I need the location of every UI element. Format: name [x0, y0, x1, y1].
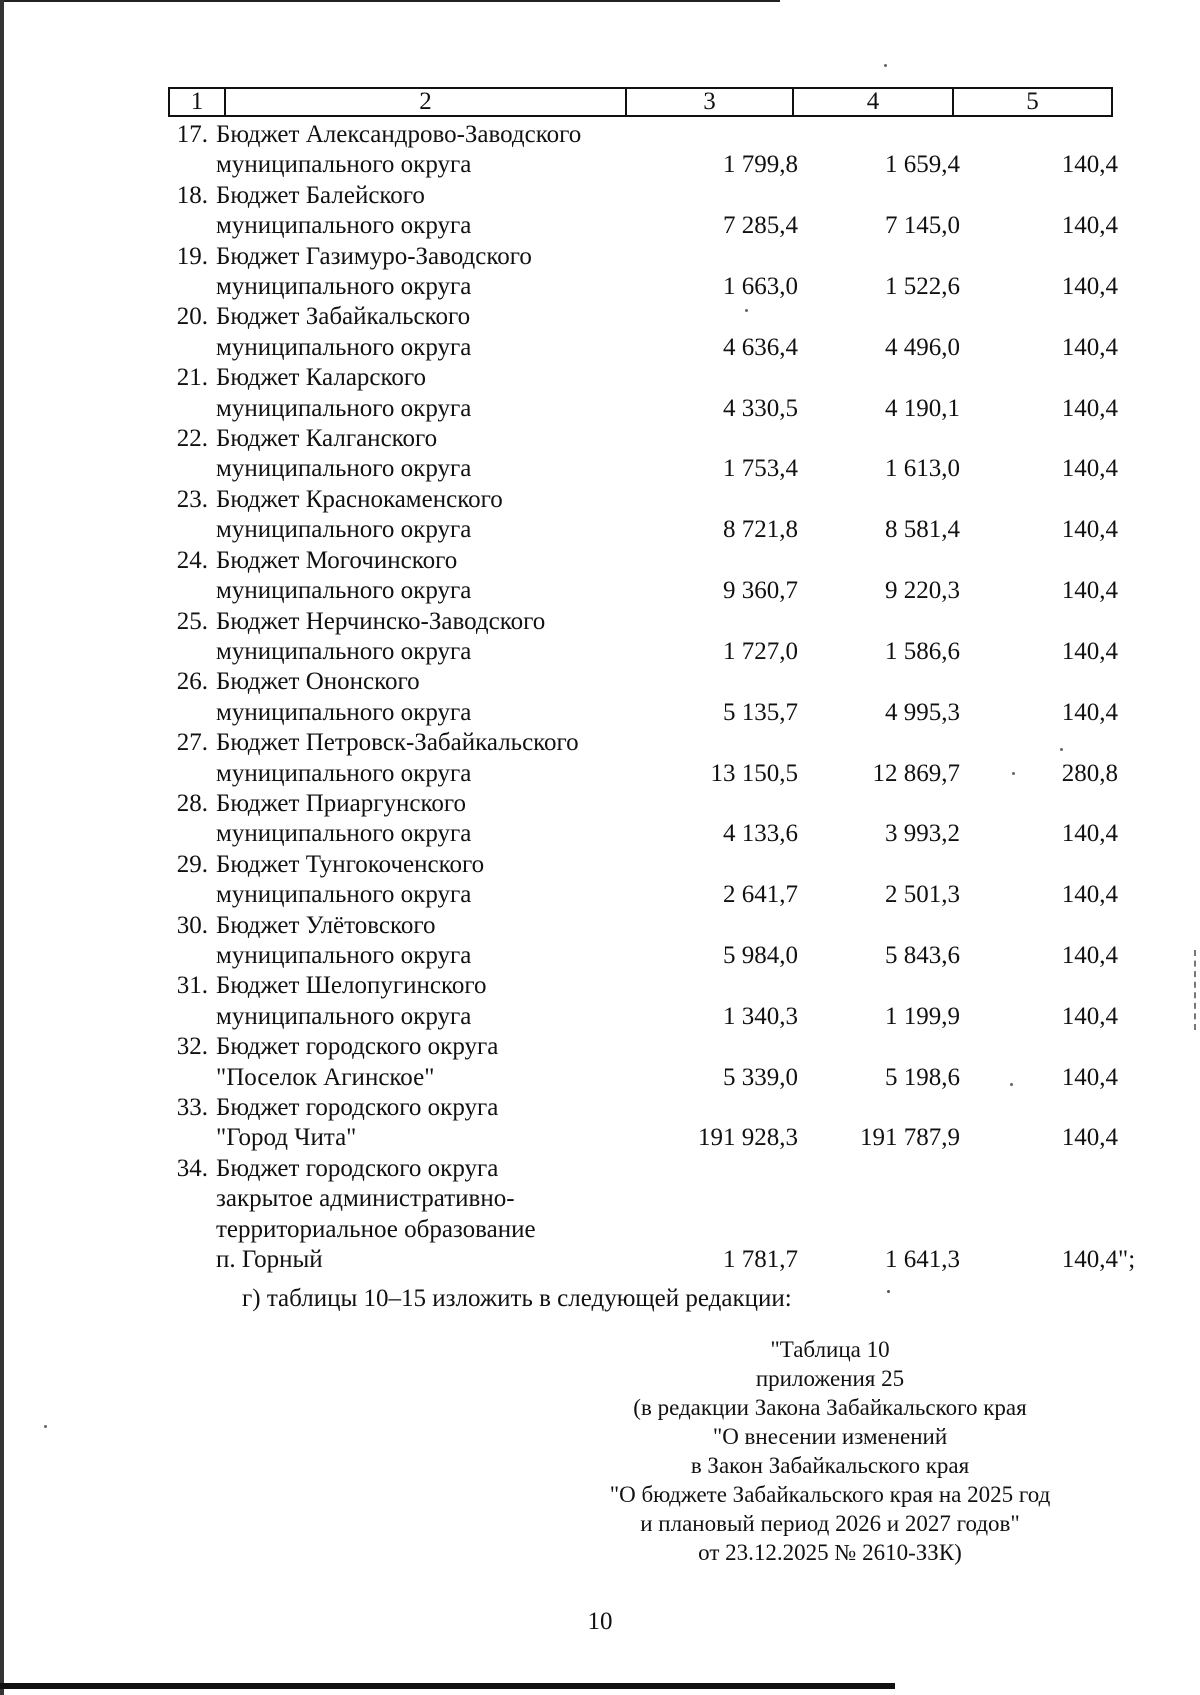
- tail-cell: [1118, 1123, 1168, 1153]
- empty-cell: [960, 850, 1118, 880]
- row-number: 31.: [176, 972, 208, 1000]
- table-row: [168, 302, 1168, 332]
- budget-name-line: Бюджет Улётовского: [216, 911, 436, 939]
- empty-cell: [960, 485, 1118, 515]
- empty-cell: [798, 120, 960, 150]
- table-row: [168, 363, 1168, 393]
- value-col4: 2 501,3: [885, 881, 960, 909]
- budget-name-line: "Поселок Агинское": [216, 1063, 435, 1091]
- row-number: 32.: [176, 1033, 208, 1061]
- budget-name-line: муниципального округа: [216, 151, 472, 179]
- tail-cell: [1118, 424, 1168, 454]
- tail-cell: [1118, 272, 1168, 302]
- table-row: [168, 211, 1168, 241]
- empty-cell: [960, 1032, 1118, 1062]
- tail-cell: [1118, 1002, 1168, 1032]
- header-cell-1: 1: [169, 88, 225, 116]
- note-line: "О внесении изменений: [712, 1424, 948, 1449]
- budget-name-line: Бюджет Каларского: [216, 364, 427, 392]
- row-number-spacer: [168, 454, 208, 484]
- empty-cell: [638, 1215, 798, 1245]
- tail-cell: [1118, 607, 1168, 637]
- table-row: [168, 120, 1168, 150]
- table-row: [168, 637, 1168, 667]
- scan-edge-right: [1194, 950, 1198, 1030]
- empty-cell: [960, 181, 1118, 211]
- empty-cell: [960, 607, 1118, 637]
- value-col5: 140,4: [1061, 273, 1118, 301]
- empty-cell: [960, 728, 1118, 758]
- budget-name-line: п. Горный: [216, 1246, 323, 1274]
- table-row: [168, 272, 1168, 302]
- table-row: [168, 333, 1168, 363]
- value-col3: 5 984,0: [723, 941, 798, 969]
- table-row: [168, 819, 1168, 849]
- value-col3: 5 339,0: [723, 1063, 798, 1091]
- empty-cell: [798, 546, 960, 576]
- table-row: [168, 485, 1168, 515]
- scan-speck: [1060, 748, 1063, 751]
- tail-cell: [1118, 333, 1168, 363]
- value-col5: 140,4: [1061, 637, 1118, 665]
- scan-speck: [745, 309, 748, 312]
- budget-name-line: Бюджет Петровск-Забайкальского: [216, 729, 579, 757]
- tail-cell: [1118, 941, 1168, 971]
- empty-cell: [798, 607, 960, 637]
- note-line: в Закон Забайкальского края: [690, 1453, 970, 1478]
- budget-name-line: Бюджет Забайкальского: [216, 303, 471, 331]
- tail-cell: [1118, 120, 1168, 150]
- value-col5: 140,4: [1061, 151, 1118, 179]
- empty-cell: [960, 789, 1118, 819]
- empty-cell: [960, 363, 1118, 393]
- empty-cell: [798, 302, 960, 332]
- value-col3: 1 727,0: [723, 637, 798, 665]
- empty-cell: [798, 1154, 960, 1184]
- empty-cell: [960, 1215, 1118, 1245]
- empty-cell: [960, 546, 1118, 576]
- budget-name-line: муниципального округа: [216, 333, 472, 361]
- row-number-spacer: [168, 698, 208, 728]
- table-row: [168, 1154, 1168, 1184]
- tail-cell: [1118, 181, 1168, 211]
- value-col5: 140,4: [1061, 820, 1118, 848]
- tail-cell: [1118, 819, 1168, 849]
- value-col5: 140,4: [1061, 516, 1118, 544]
- value-col3: 13 150,5: [710, 759, 798, 787]
- row-number: 30.: [176, 911, 208, 939]
- budget-name-line: муниципального округа: [216, 941, 472, 969]
- note-line: приложения 25: [755, 1366, 905, 1391]
- row-number-spacer: [168, 880, 208, 910]
- empty-cell: [798, 911, 960, 941]
- value-col4: 1 659,4: [885, 151, 960, 179]
- tail-cell: [1118, 1063, 1168, 1093]
- value-col4: 5 843,6: [885, 941, 960, 969]
- scan-edge-bottom: [0, 1683, 895, 1689]
- row-number: 29.: [176, 850, 208, 878]
- empty-cell: [798, 1184, 960, 1214]
- row-number: 19.: [176, 242, 208, 270]
- empty-cell: [638, 1093, 798, 1123]
- empty-cell: [638, 242, 798, 272]
- budget-name-line: Бюджет Приаргунского: [216, 789, 466, 817]
- empty-cell: [960, 911, 1118, 941]
- header-cell-2: 2: [225, 88, 626, 116]
- value-col5: 140,4: [1061, 394, 1118, 422]
- tail-cell: [1118, 698, 1168, 728]
- budget-name-line: Бюджет Краснокаменского: [216, 485, 503, 513]
- empty-cell: [638, 728, 798, 758]
- closing-quote: ";: [1118, 1246, 1136, 1274]
- empty-cell: [960, 302, 1118, 332]
- table-row: [168, 394, 1168, 424]
- value-col4: 191 787,9: [860, 1124, 960, 1152]
- budget-name-line: муниципального округа: [216, 698, 472, 726]
- row-number-spacer: [168, 394, 208, 424]
- table-row: [168, 607, 1168, 637]
- empty-cell: [960, 1184, 1118, 1214]
- tail-cell: [1118, 971, 1168, 1001]
- empty-cell: [798, 667, 960, 697]
- empty-cell: [798, 181, 960, 211]
- budget-name-line: Бюджет Ононского: [216, 668, 420, 696]
- table-row: [168, 941, 1168, 971]
- budget-name-line: муниципального округа: [216, 455, 472, 483]
- empty-cell: [638, 789, 798, 819]
- table-row: [168, 1063, 1168, 1093]
- empty-cell: [638, 546, 798, 576]
- table-row: [168, 1184, 1168, 1214]
- empty-cell: [798, 850, 960, 880]
- table-row: [168, 454, 1168, 484]
- table-row: [168, 150, 1168, 180]
- empty-cell: [638, 1032, 798, 1062]
- tail-cell: [1118, 576, 1168, 606]
- value-col5: 140,4: [1061, 455, 1118, 483]
- value-col3: 4 636,4: [723, 333, 798, 361]
- row-number-spacer: [168, 272, 208, 302]
- empty-cell: [798, 424, 960, 454]
- table-title-note: [585, 1335, 1075, 1567]
- row-number-spacer: [168, 211, 208, 241]
- empty-cell: [638, 850, 798, 880]
- row-number-spacer: [168, 1215, 208, 1245]
- budget-name-line: закрытое административно-: [216, 1185, 515, 1213]
- table-row: [168, 971, 1168, 1001]
- budget-name-line: Бюджет Калганского: [216, 425, 438, 453]
- value-col4: 7 145,0: [885, 212, 960, 240]
- row-number-spacer: [168, 576, 208, 606]
- scan-speck: [1012, 772, 1015, 775]
- scan-edge-left: [0, 0, 4, 1695]
- table-row: [168, 728, 1168, 758]
- row-number-spacer: [168, 150, 208, 180]
- value-col4: 1 613,0: [885, 455, 960, 483]
- empty-cell: [798, 789, 960, 819]
- row-number: 22.: [176, 425, 208, 453]
- budget-name-line: муниципального округа: [216, 820, 472, 848]
- tail-cell: [1118, 759, 1168, 789]
- budget-table: [168, 120, 1168, 1275]
- value-col3: 4 330,5: [723, 394, 798, 422]
- budget-name-line: Бюджет городского округа: [216, 1094, 499, 1121]
- row-number-spacer: [168, 1123, 208, 1153]
- value-col3: 4 133,6: [723, 820, 798, 848]
- table-row: [168, 698, 1168, 728]
- budget-name-line: Бюджет городского округа: [216, 1033, 499, 1061]
- tail-cell: [1118, 211, 1168, 241]
- budget-table-body: [168, 120, 1168, 1275]
- tail-cell: [1118, 485, 1168, 515]
- table-row: [168, 759, 1168, 789]
- scan-edge-top: [0, 0, 780, 2]
- table-row: [168, 789, 1168, 819]
- value-col4: 5 198,6: [885, 1063, 960, 1091]
- table-row: [168, 880, 1168, 910]
- table-row: [168, 1215, 1168, 1245]
- row-number-spacer: [168, 333, 208, 363]
- tail-cell: [1118, 1154, 1168, 1184]
- value-col4: 1 641,3: [885, 1246, 960, 1274]
- value-col3: 1 799,8: [723, 151, 798, 179]
- note-line: "О бюджете Забайкальского края на 2025 год: [609, 1482, 1051, 1507]
- budget-name-line: муниципального округа: [216, 273, 472, 301]
- row-number-spacer: [168, 941, 208, 971]
- budget-name-line: муниципального округа: [216, 1002, 472, 1030]
- budget-name-line: Бюджет Балейского: [216, 181, 425, 209]
- tail-cell: [1118, 911, 1168, 941]
- tail-cell: [1118, 150, 1168, 180]
- empty-cell: [638, 607, 798, 637]
- value-col4: 4 190,1: [885, 394, 960, 422]
- value-col5: 140,4: [1061, 881, 1118, 909]
- tail-cell: [1118, 667, 1168, 697]
- empty-cell: [960, 667, 1118, 697]
- tail-cell: [1118, 515, 1168, 545]
- note-line: (в редакции Закона Забайкальского края: [633, 1395, 1027, 1420]
- scan-speck: [44, 1425, 47, 1428]
- budget-name-line: Бюджет Шелопугинского: [216, 972, 487, 1000]
- header-cell-3: 3: [626, 88, 793, 116]
- value-col4: 1 522,6: [885, 273, 960, 301]
- empty-cell: [798, 1215, 960, 1245]
- tail-cell: [1118, 454, 1168, 484]
- empty-cell: [638, 181, 798, 211]
- tail-cell: [1118, 1215, 1168, 1245]
- table-row: [168, 424, 1168, 454]
- value-col5: 140,4: [1061, 212, 1118, 240]
- tail-cell: [1118, 880, 1168, 910]
- empty-cell: [798, 971, 960, 1001]
- budget-name-line: муниципального округа: [216, 516, 472, 544]
- table-row: [168, 850, 1168, 880]
- row-number-spacer: [168, 1184, 208, 1214]
- budget-name-line: муниципального округа: [216, 881, 472, 909]
- empty-cell: [798, 1093, 960, 1123]
- row-number: 25.: [176, 607, 208, 635]
- value-col5: 140,4: [1061, 333, 1118, 361]
- budget-name-line: Бюджет Газимуро-Заводского: [216, 242, 532, 270]
- note-line: от 23.12.2025 № 2610-ЗЗК): [698, 1540, 962, 1565]
- row-number: 17.: [176, 121, 208, 148]
- value-col4: 8 581,4: [885, 516, 960, 544]
- row-number: 21.: [176, 364, 208, 392]
- budget-name-line: Бюджет Нерчинско-Заводского: [216, 607, 546, 635]
- budget-name-line: Бюджет Могочинского: [216, 546, 458, 574]
- value-col3: 1 340,3: [723, 1002, 798, 1030]
- empty-cell: [960, 242, 1118, 272]
- tail-cell: [1118, 242, 1168, 272]
- empty-cell: [638, 1154, 798, 1184]
- value-col3: 1 781,7: [723, 1246, 798, 1274]
- row-number: 20.: [176, 303, 208, 331]
- tail-cell: [1118, 394, 1168, 424]
- value-col5: 140,4: [1061, 698, 1118, 726]
- row-number-spacer: [168, 819, 208, 849]
- table-row: [168, 546, 1168, 576]
- value-col3: 191 928,3: [698, 1124, 798, 1152]
- budget-name-line: муниципального округа: [216, 759, 472, 787]
- table-row: [168, 1123, 1168, 1153]
- tail-cell: [1118, 1032, 1168, 1062]
- table-row: [168, 1002, 1168, 1032]
- value-col5: 140,4: [1061, 941, 1118, 969]
- budget-name-line: муниципального округа: [216, 577, 472, 605]
- empty-cell: [638, 120, 798, 150]
- empty-cell: [960, 424, 1118, 454]
- note-line: и плановый период 2026 и 2027 годов": [640, 1511, 1020, 1536]
- empty-cell: [638, 971, 798, 1001]
- note-line: "Таблица 10: [770, 1337, 890, 1362]
- page-number: 10: [587, 1608, 613, 1635]
- row-number-spacer: [168, 759, 208, 789]
- value-col3: 1 663,0: [723, 273, 798, 301]
- empty-cell: [638, 667, 798, 697]
- column-number-header: [168, 87, 1113, 117]
- tail-cell: [1118, 546, 1168, 576]
- row-number: 23.: [176, 485, 208, 513]
- scan-speck: [1010, 1083, 1013, 1086]
- empty-cell: [798, 728, 960, 758]
- table-row: [168, 515, 1168, 545]
- empty-cell: [960, 1093, 1118, 1123]
- value-col3: 8 721,8: [723, 516, 798, 544]
- empty-cell: [960, 1154, 1118, 1184]
- tail-cell: [1118, 363, 1168, 393]
- value-col5: 140,4: [1061, 1063, 1118, 1091]
- row-number: 26.: [176, 668, 208, 696]
- budget-name-line: муниципального округа: [216, 212, 472, 240]
- empty-cell: [638, 424, 798, 454]
- empty-cell: [638, 911, 798, 941]
- empty-cell: [798, 242, 960, 272]
- row-number: 28.: [176, 789, 208, 817]
- header-cell-4: 4: [793, 88, 953, 116]
- row-number: 18.: [176, 181, 208, 209]
- value-col5: 140,4: [1061, 1124, 1118, 1152]
- tail-cell: [1118, 1093, 1168, 1123]
- empty-cell: [638, 1184, 798, 1214]
- value-col4: 9 220,3: [885, 577, 960, 605]
- table-row: [168, 1245, 1168, 1275]
- value-col4: 4 995,3: [885, 698, 960, 726]
- budget-name-line: муниципального округа: [216, 637, 472, 665]
- scan-speck: [884, 64, 887, 67]
- empty-cell: [638, 302, 798, 332]
- row-number-spacer: [168, 637, 208, 667]
- tail-cell: [1118, 789, 1168, 819]
- scan-speck: [887, 1290, 890, 1293]
- value-col4: 12 869,7: [872, 759, 960, 787]
- value-col5: 280,8: [1061, 759, 1118, 787]
- tail-cell: [1118, 850, 1168, 880]
- empty-cell: [638, 363, 798, 393]
- table-row: [168, 667, 1168, 697]
- empty-cell: [960, 971, 1118, 1001]
- header-cell-5: 5: [953, 88, 1112, 116]
- value-col4: 4 496,0: [885, 333, 960, 361]
- table-row: [168, 576, 1168, 606]
- row-number: 33.: [176, 1094, 208, 1121]
- tail-cell: [1118, 302, 1168, 332]
- row-number-spacer: [168, 1002, 208, 1032]
- empty-cell: [798, 485, 960, 515]
- budget-name-line: Бюджет Тунгокоченского: [216, 850, 485, 878]
- header-row: [169, 88, 1112, 116]
- table-row: [168, 1032, 1168, 1062]
- row-number-spacer: [168, 515, 208, 545]
- empty-cell: [638, 485, 798, 515]
- budget-name-line: "Город Чита": [216, 1124, 357, 1152]
- empty-cell: [960, 120, 1118, 150]
- budget-name-line: территориальное образование: [216, 1215, 536, 1243]
- table-row: [168, 911, 1168, 941]
- row-number-spacer: [168, 1245, 208, 1275]
- row-number: 27.: [176, 729, 208, 757]
- value-col5: 140,4: [1061, 1002, 1118, 1030]
- tail-cell: [1118, 728, 1168, 758]
- empty-cell: [798, 1032, 960, 1062]
- table-row: [168, 1093, 1168, 1123]
- row-number-spacer: [168, 1063, 208, 1093]
- value-col5: 140,4: [1061, 577, 1118, 605]
- table-row: [168, 181, 1168, 211]
- budget-name-line: муниципального округа: [216, 394, 472, 422]
- value-col4: 3 993,2: [885, 820, 960, 848]
- budget-name-line: Бюджет городского округа: [216, 1154, 499, 1182]
- tail-cell: [1118, 637, 1168, 667]
- value-col3: 7 285,4: [723, 212, 798, 240]
- value-col3: 1 753,4: [723, 455, 798, 483]
- value-col4: 1 199,9: [885, 1002, 960, 1030]
- value-col3: 2 641,7: [723, 881, 798, 909]
- row-number: 24.: [176, 546, 208, 574]
- value-col3: 9 360,7: [723, 577, 798, 605]
- tail-cell: [1118, 1184, 1168, 1214]
- row-number: 34.: [176, 1154, 208, 1182]
- table-row: [168, 242, 1168, 272]
- budget-name-line: Бюджет Александрово-Заводского: [216, 121, 582, 148]
- value-col5: 140,4: [1061, 1246, 1118, 1274]
- value-col3: 5 135,7: [723, 698, 798, 726]
- value-col4: 1 586,6: [885, 637, 960, 665]
- instruction-text: г) таблицы 10–15 изложить в следующей редакции:: [242, 1285, 792, 1312]
- empty-cell: [798, 363, 960, 393]
